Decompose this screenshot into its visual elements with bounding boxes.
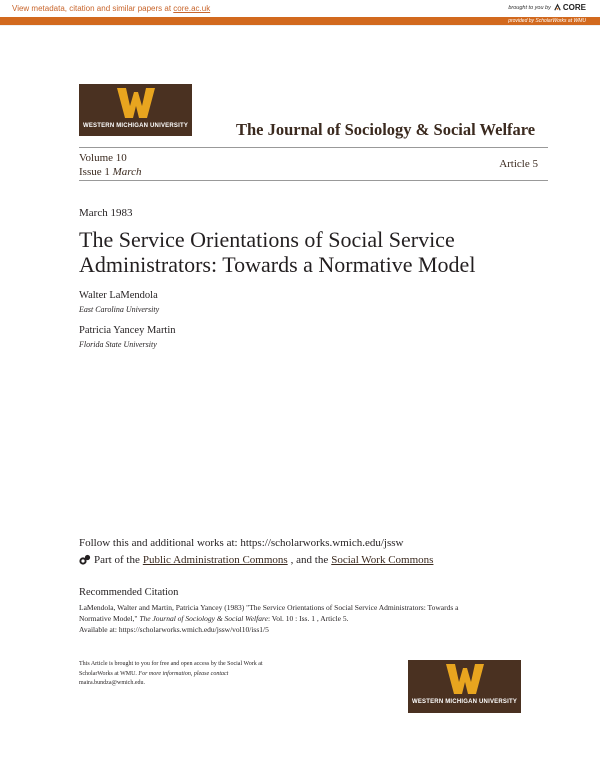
wmu-name-text: WESTERN MICHIGAN UNIVERSITY (411, 699, 518, 705)
author-name: Walter LaMendola (79, 290, 158, 301)
paper-title: The Service Orientations of Social Service Administrators: Towards a Normative Model (79, 227, 476, 277)
publication-date: March 1983 (79, 207, 133, 219)
citation-text (79, 602, 529, 635)
open-access-note (79, 660, 319, 689)
header-divider-bottom (79, 180, 548, 181)
core-icon (553, 3, 562, 12)
citation-line: Normative Model," The Journal of Sociology & Social Welfare: Vol. 10 : Iss. 1 , Article 5. (79, 614, 349, 623)
issue-label: Issue 1 March (79, 166, 142, 178)
wmu-logo-footer (408, 660, 521, 713)
author-affiliation: Florida State University (79, 340, 157, 349)
citation-line: LaMendola, Walter and Martin, Patricia Yancey (1983) "The Service Orientations of Social Service Administrators: Towards a (79, 603, 459, 612)
and-the-text: , and the (290, 554, 329, 566)
footer-line: This Article is brought to you for free and open access by the Social Work at (79, 661, 263, 667)
view-metadata-text: View metadata, citation and similar papers at (12, 4, 174, 13)
footer-line: ScholarWorks at WMU. For more information, please contact (79, 670, 229, 677)
wmu-logo-header (79, 84, 192, 136)
article-number: Article 5 (499, 158, 538, 170)
author-affiliation: East Carolina University (79, 305, 160, 314)
social-work-commons-link[interactable]: Social Work Commons (331, 554, 434, 566)
core-label: CORE (562, 3, 586, 12)
citation-journal: The Journal of Sociology & Social Welfare (139, 614, 268, 623)
part-of-line (79, 554, 433, 566)
core-logo[interactable] (553, 3, 586, 12)
network-icon (79, 554, 91, 566)
wmu-w-icon (116, 86, 156, 120)
volume-issue (79, 151, 142, 179)
recommended-citation-heading: Recommended Citation (79, 587, 179, 598)
author-name: Patricia Yancey Martin (79, 325, 176, 336)
part-of-prefix: Part of the (94, 554, 140, 566)
contact-email-link[interactable]: maira.bundza@wmich.edu. (79, 680, 146, 686)
follow-works-link[interactable]: Follow this and additional works at: https://scholarworks.wmich.edu/jssw (79, 537, 404, 549)
wmu-name-text: WESTERN MICHIGAN UNIVERSITY (82, 123, 189, 129)
journal-title: The Journal of Sociology & Social Welfare (236, 120, 536, 139)
wmu-w-icon (445, 662, 485, 696)
citation-available-at[interactable]: Available at: https://scholarworks.wmich.edu/jssw/vol10/iss1/5 (79, 625, 269, 634)
provided-by-text: provided by ScholarWorks at WMU (508, 18, 586, 24)
header-divider-top (79, 147, 548, 148)
volume-label: Volume 10 (79, 152, 127, 164)
brought-by-text: brought to you by (508, 4, 551, 11)
brought-to-you (508, 3, 586, 12)
public-administration-commons-link[interactable]: Public Administration Commons (142, 554, 288, 566)
issue-month: March (112, 166, 142, 178)
core-domain-link[interactable]: core.ac.uk (173, 4, 211, 13)
view-metadata-link[interactable] (12, 4, 210, 13)
